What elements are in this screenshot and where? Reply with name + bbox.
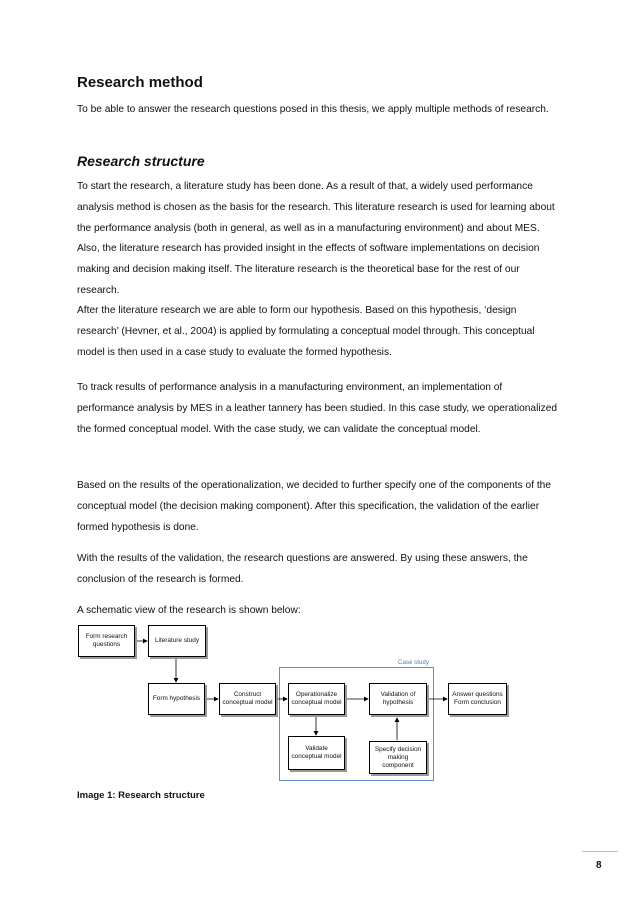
paragraph-1: To start the research, a literature study has been done. As a result of that, a widely used performance analysis method is chosen as the basis for the research. This literature research is used for learning about the performance analysis (both in general, as well as in a manufacturing environment) and about MES. Also, the literature research has provided insight in the effects of software implementations on decision making and decision making itself. The literature research is the theoretical base for the rest of our research. [77,181,555,296]
section-title: Research method [77,74,203,91]
intro-paragraph: To be able to answer the research questions posed in this thesis, we apply multiple methods of research. [77,104,549,115]
node-form-research-questions: Form research questions [78,625,135,657]
node-form-hypothesis: Form hypothesis [148,683,205,715]
node-answer-questions: Answer questions Form conclusion [448,683,507,715]
paragraph-3: To track results of performance analysis in a manufacturing environment, an implementation of performance analysis by MES in a leather tannery has been studied. In this case study, we operationalized the formed conceptual model. With the case study, we can validate the conceptual model. [77,382,558,435]
page-number: 8 [596,860,602,871]
subsection-title: Research structure [77,153,205,169]
paragraph-6: A schematic view of the research is shown below: [77,605,301,616]
figure-caption: Image 1: Research structure [77,790,205,801]
node-specify-decision-making-component: Specify decision making component [369,741,427,774]
paragraph-5: With the results of the validation, the research questions are answered. By using these answers, the conclusion of the research is formed. [77,553,528,585]
node-validate-conceptual-model: Validate conceptual model [288,736,345,770]
node-literature-study: Literature study [148,625,206,657]
paragraph-4: Based on the results of the operationalization, we decided to further specify one of the components of the conceptual model (the decision making component). After this specification, the validation of the earlier formed hypothesis is done. [77,480,552,533]
paragraph-2: After the literature research we are able to form our hypothesis. Based on this hypothesis, ‘design research’ (Hevner, et al., 2004) is applied by formulating a conceptual model through. This conceptual model is then used in a case study to evaluate the formed hypothesis. [77,305,535,358]
node-validation-of-hypothesis: Validation of hypothesis [369,683,427,715]
footer-rule [582,851,618,852]
node-construct-conceptual-model: Construct conceptual model [219,683,276,715]
case-study-label: Case study [398,659,429,666]
node-operationalize-conceptual-model: Operationalize conceptual model [288,683,345,715]
